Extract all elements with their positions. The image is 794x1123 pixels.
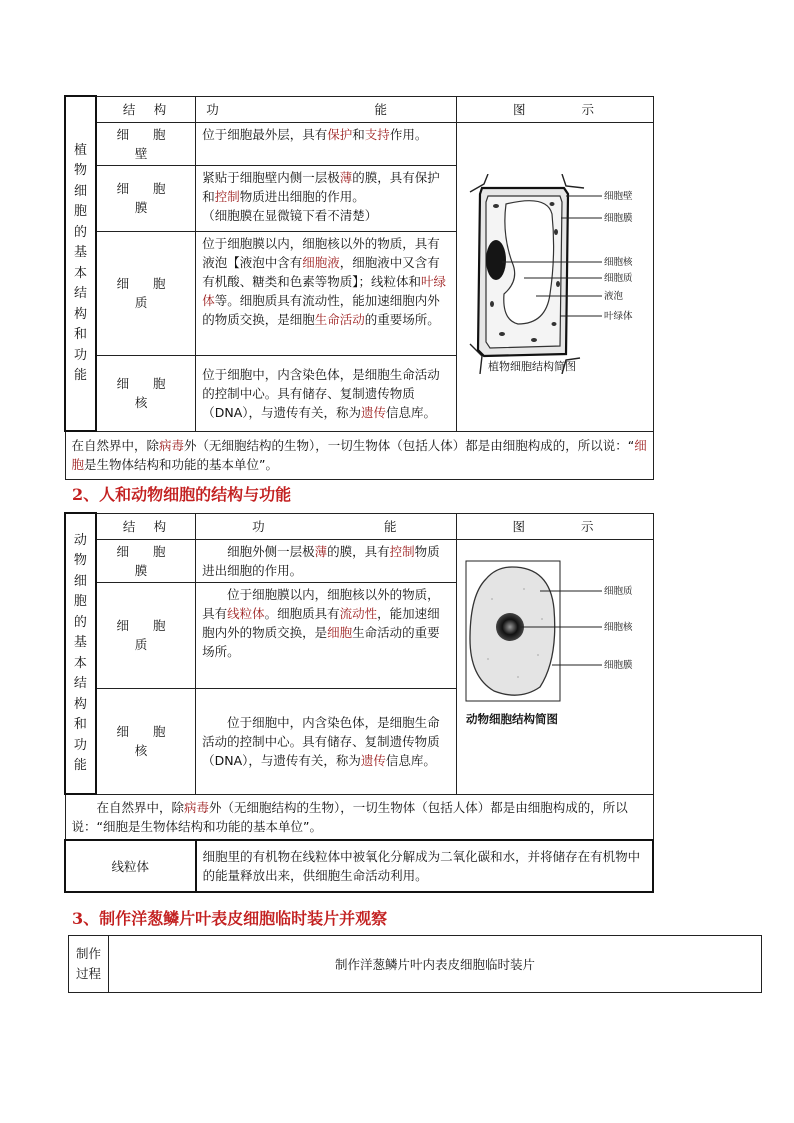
label-cell-membrane: 细胞膜	[604, 213, 633, 224]
label-animal-cytoplasm: 细胞质	[604, 586, 633, 597]
side-label-char: 胞	[73, 594, 87, 609]
highlight-term: 病毒	[184, 800, 210, 815]
highlight-term: 线粒体	[227, 605, 265, 621]
func-animal-cytoplasm: 位于细胞膜以内，细胞核以外的物质，具有线粒体。细胞质具有流动性，能加速细胞内外的物质交换，是细胞生命活动的重要场所。	[196, 582, 456, 688]
side-label-char: 能	[73, 758, 87, 773]
side-label-char: 细	[73, 573, 87, 589]
struct-animal-cytoplasm: 细 胞 质	[96, 582, 196, 688]
struct-cytoplasm: 细 胞 质	[96, 231, 196, 355]
animal-figure-caption: 动物细胞结构简图	[466, 712, 558, 726]
func-animal-membrane: 细胞外侧一层极薄的膜，具有控制物质进出细胞的作用。	[196, 539, 456, 582]
side-label-char: 基	[73, 635, 87, 650]
side-label-char: 和	[73, 717, 87, 732]
side-label-char: 和	[73, 327, 87, 342]
side-label-char: 胞	[73, 204, 87, 219]
plant-figure-caption: 植物细胞结构简图	[488, 360, 577, 373]
side-label-char: 能	[73, 368, 87, 383]
side-label-char: 本	[73, 655, 87, 671]
highlight-term: 遗传	[361, 404, 387, 420]
mitochondria-name: 线粒体	[65, 840, 196, 892]
label-cytoplasm: 细胞质	[604, 273, 633, 284]
highlight-term: 叶绿体	[202, 273, 447, 308]
highlight-term: 病毒	[159, 438, 185, 454]
onion-slide-table	[68, 935, 762, 993]
side-label-char: 动	[73, 532, 87, 548]
highlight-term: 细胞	[327, 624, 353, 640]
side-label-char: 结	[73, 286, 87, 301]
plant-cell-figure	[456, 122, 653, 431]
highlight-term: 薄	[339, 169, 353, 185]
header-function-2: 功 能	[196, 513, 456, 539]
struct-animal-membrane: 细 胞 膜	[96, 539, 196, 582]
label-chloroplast: 叶绿体	[604, 311, 633, 322]
label-animal-nucleus: 细胞核	[604, 622, 633, 633]
section-heading-3: 3、制作洋葱鳞片叶表皮细胞临时装片并观察	[72, 909, 388, 928]
header-structure: 结 构	[96, 96, 196, 122]
side-label-char: 细	[73, 183, 87, 199]
struct-nucleus: 细 胞 核	[96, 355, 196, 431]
highlight-term: 流动性	[339, 605, 378, 621]
side-label-char: 的	[73, 224, 87, 240]
side-label-char: 基	[73, 245, 87, 260]
struct-animal-nucleus: 细 胞 核	[96, 688, 196, 794]
header-structure-2: 结 构	[96, 513, 196, 539]
plant-footer-note: 在自然界中，除病毒外（无细胞结构的生物），一切生物体（包括人体）都是由细胞构成的，所以说：“细胞是生物体结构和功能的基本单位”。	[65, 431, 654, 479]
label-cell-wall: 细胞壁	[604, 191, 633, 202]
side-label-char: 本	[73, 265, 87, 281]
plant-cell-table	[64, 95, 654, 480]
highlight-term: 遗传	[360, 752, 386, 768]
highlight-term: 薄	[314, 543, 328, 559]
side-label-char: 功	[73, 737, 87, 753]
struct-cell-membrane: 细 胞 膜	[96, 165, 196, 231]
highlight-term: 控制	[389, 543, 415, 559]
animal-side-label	[65, 513, 96, 794]
side-label-char: 构	[73, 696, 87, 712]
header-function: 功 能	[196, 96, 457, 122]
highlight-term: 支持	[364, 126, 390, 142]
func-animal-nucleus: 位于细胞中，内含染色体，是细胞生命活动的控制中心。具有储存、复制遗传物质（DNA），与遗传有关，称为遗传信息库。	[196, 688, 456, 794]
plant-cell-diagram	[462, 174, 647, 374]
animal-cell-diagram	[462, 559, 647, 769]
label-animal-membrane: 细胞膜	[604, 660, 633, 671]
highlight-term: 细胞	[71, 438, 647, 473]
side-label-char: 物	[73, 163, 87, 178]
func-cell-wall: 位于细胞最外层，具有保护和支持作用。	[196, 122, 457, 165]
header-figure-2: 图 示	[456, 513, 653, 539]
animal-cell-table	[64, 512, 654, 893]
struct-cell-wall: 细 胞 壁	[96, 122, 196, 165]
side-label-char: 功	[73, 347, 87, 363]
label-nucleus: 细胞核	[604, 257, 633, 268]
side-label-char: 结	[73, 676, 87, 691]
mitochondria-desc: 细胞里的有机物在线粒体中被氧化分解成为二氧化碳和水，并将储存在有机物中的能量释放出来，供细胞生命活动利用。	[196, 840, 653, 892]
side-label-char: 植	[73, 142, 87, 158]
side-label-char: 构	[73, 306, 87, 322]
header-figure: 图 示	[456, 96, 653, 122]
highlight-term: 控制	[214, 188, 240, 204]
highlight-term: 保护	[327, 126, 353, 142]
func-nucleus: 位于细胞中，内含染色体，是细胞生命活动的控制中心。具有储存、复制遗传物质（DNA），与遗传有关，称为遗传信息库。	[196, 355, 457, 431]
animal-footer-note: 在自然界中，除病毒外（无细胞结构的生物），一切生物体（包括人体）都是由细胞构成的，所以说：“细胞是生物体结构和功能的基本单位”。	[65, 794, 653, 840]
side-label-char: 的	[73, 614, 87, 630]
plant-side-label	[65, 96, 96, 431]
process-content: 制作洋葱鳞片叶内表皮细胞临时装片	[108, 936, 761, 993]
side-label-char: 物	[73, 553, 87, 568]
label-vacuole: 液泡	[604, 291, 624, 302]
highlight-term: 细胞液	[302, 254, 340, 270]
func-cell-membrane: 紧贴于细胞壁内侧一层极薄的膜，具有保护和控制物质进出细胞的作用。 （细胞膜在显微镜下看不清楚）	[196, 165, 457, 231]
func-cytoplasm: 位于细胞膜以内，细胞核以外的物质，具有液泡【液泡中含有细胞液，细胞液中又含有有机酸、糖类和色素等物质】；线粒体和叶绿体等。细胞质具有流动性，能加速细胞内外的物质交换，是细胞生命活动的重要场所。	[196, 231, 457, 355]
section-heading-2: 2、人和动物细胞的结构与功能	[72, 485, 292, 504]
process-label: 制作 过程	[69, 936, 109, 993]
membrane-note: （细胞膜在显微镜下看不清楚）	[202, 207, 378, 223]
animal-cell-figure	[456, 539, 653, 794]
highlight-term: 生命活动	[314, 311, 365, 327]
